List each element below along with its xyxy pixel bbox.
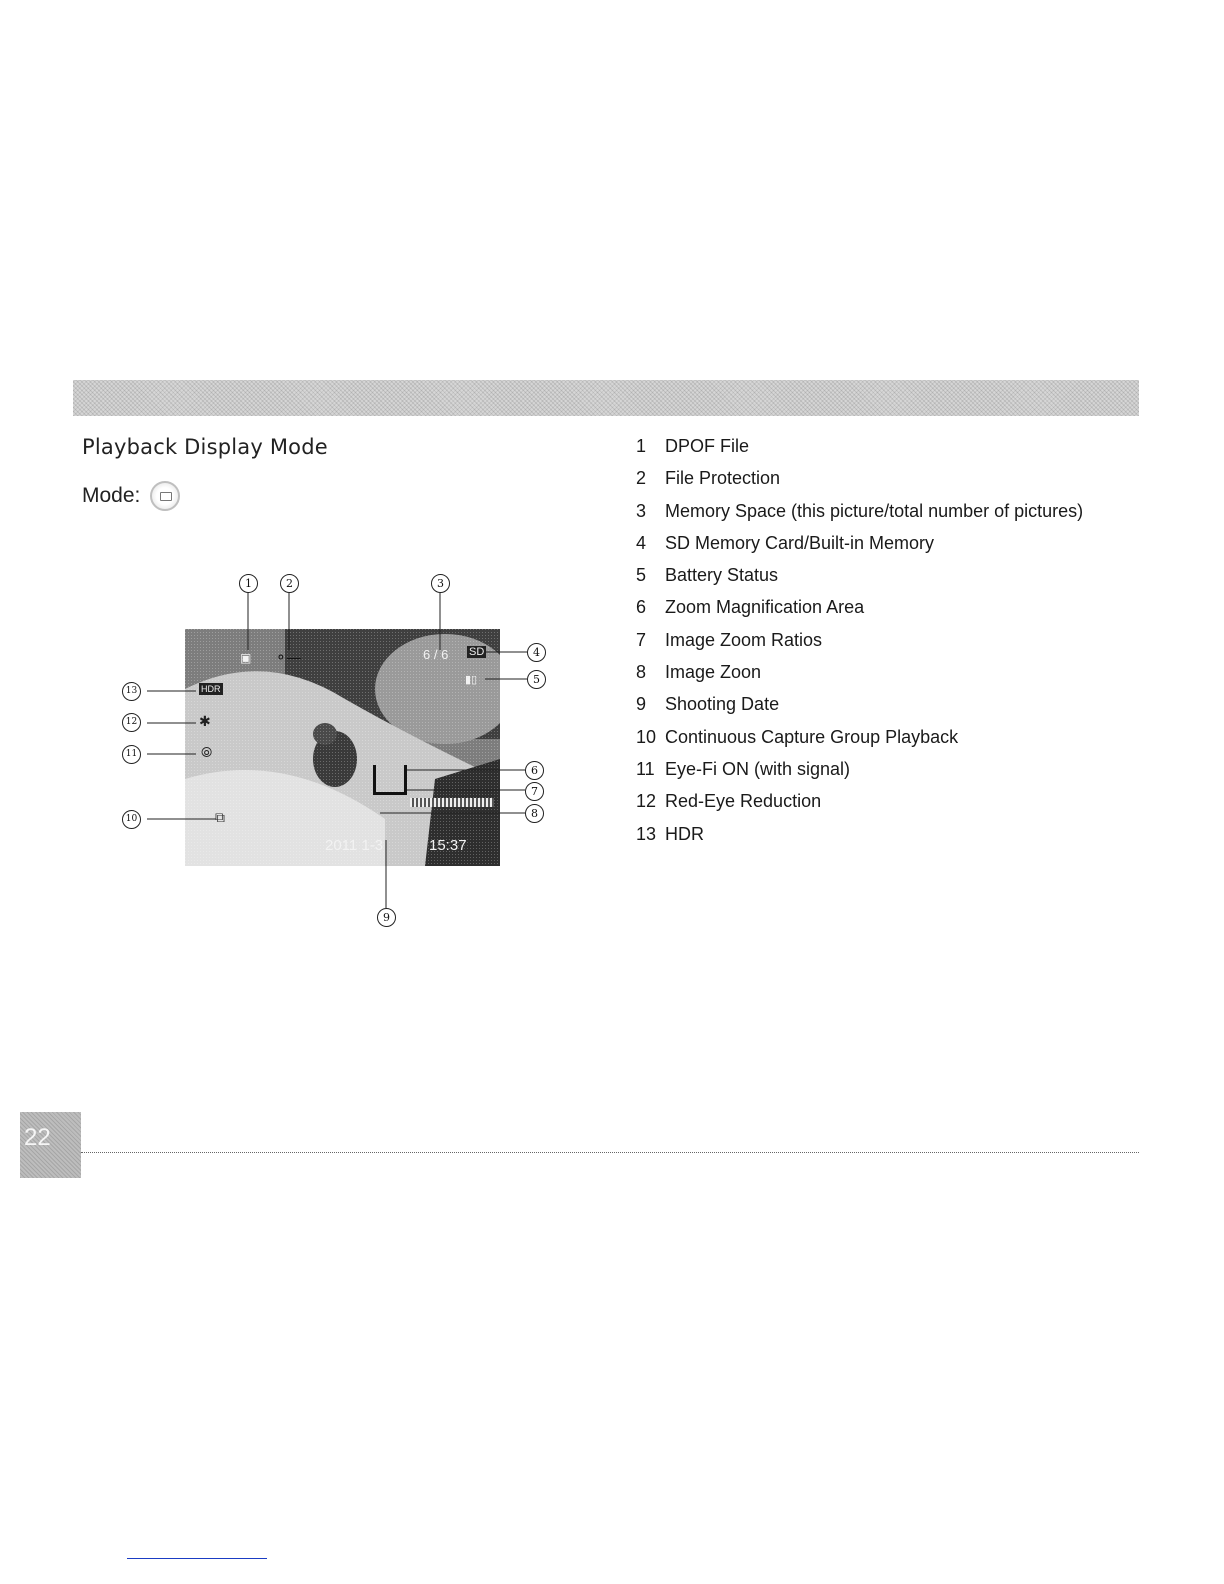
callout-3: 3 xyxy=(431,574,450,593)
playback-mode-icon xyxy=(150,481,180,511)
legend-item: 10 Continuous Capture Group Playback xyxy=(636,726,959,747)
battery-icon: ▮▯ xyxy=(465,674,478,686)
legend-item: 12 Red-Eye Reduction xyxy=(636,791,822,812)
callout-10: 10 xyxy=(122,810,141,829)
shooting-time: 15:37 xyxy=(429,837,467,854)
legend-item: 4 SD Memory Card/Built-in Memory xyxy=(636,532,935,553)
callout-6: 6 xyxy=(525,761,544,780)
mode-label: Mode: xyxy=(82,484,141,507)
eye-fi-icon: ⦾ xyxy=(201,744,213,760)
continuous-capture-icon: ⧉ xyxy=(215,809,225,825)
legend-item: 11 Eye-Fi ON (with signal) xyxy=(636,758,851,779)
legend-item: 1 DPOF File xyxy=(636,436,750,456)
callout-5: 5 xyxy=(527,670,546,689)
dpof-icon: ▣ xyxy=(240,651,252,665)
lcd-photo xyxy=(185,629,500,866)
callout-13: 13 xyxy=(122,682,141,701)
link-underline xyxy=(127,1558,267,1559)
zoom-ratio-bar xyxy=(410,798,494,807)
callout-12: 12 xyxy=(122,713,141,732)
legend-item: 9 Shooting Date xyxy=(636,694,780,715)
legend-item: 6 Zoom Magnification Area xyxy=(636,597,865,618)
lcd-screen-illustration xyxy=(185,629,500,866)
shooting-date: 2011 1-3 xyxy=(325,837,384,854)
legend-item: 3 Memory Space (this picture/total number of pictures) xyxy=(636,500,1084,521)
callout-1: 1 xyxy=(239,574,258,593)
callout-7: 7 xyxy=(525,782,544,801)
legend-item: 2 File Protection xyxy=(636,468,781,489)
red-eye-icon: ✱ xyxy=(199,713,211,729)
section-header-band xyxy=(73,380,1139,416)
legend-item: 8 Image Zoon xyxy=(636,662,762,683)
callout-9: 9 xyxy=(377,908,396,927)
protection-key-icon: ⚬— xyxy=(275,649,301,665)
legend-item: 13 HDR xyxy=(636,823,704,844)
page-number: 22 xyxy=(24,1124,51,1151)
callout-4: 4 xyxy=(527,643,546,662)
footer-rule xyxy=(81,1152,1139,1153)
sd-card-badge: SD xyxy=(469,646,485,658)
zoom-magnification-frame xyxy=(373,765,407,795)
callout-2: 2 xyxy=(280,574,299,593)
mode-row xyxy=(82,481,180,511)
legend-item: 7 Image Zoom Ratios xyxy=(636,629,823,650)
callout-8: 8 xyxy=(525,804,544,823)
legend-list xyxy=(636,436,1083,856)
hdr-badge: HDR xyxy=(201,684,221,694)
image-counter: 6 / 6 xyxy=(423,647,449,662)
legend-item: 5 Battery Status xyxy=(636,565,779,586)
section-title: Playback Display Mode xyxy=(82,435,328,459)
callout-11: 11 xyxy=(122,745,141,764)
